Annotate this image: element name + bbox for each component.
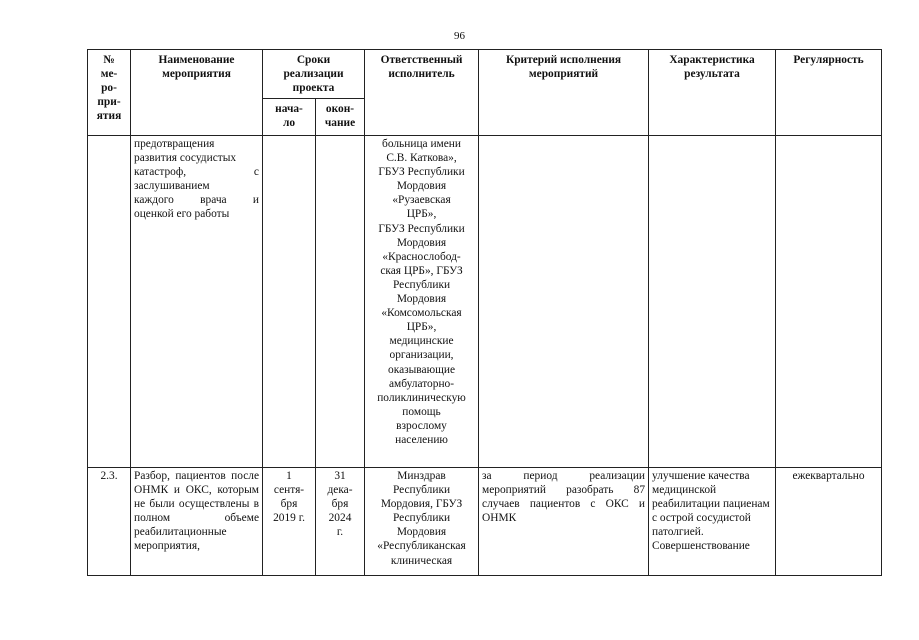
page-number: 96 [454, 30, 465, 42]
header-regularity: Регулярность [776, 50, 882, 136]
header-terms: Сроки реализации проекта [263, 50, 365, 99]
events-table [87, 49, 882, 576]
event-name: Разбор, пациентов после ОНМК и ОКС, которым не были осуществлены в полном объеме реабилитационные мероприятия, [131, 468, 263, 576]
table-row [88, 136, 882, 468]
table-row [88, 468, 882, 576]
header-start: нача- ло [263, 99, 316, 136]
header-name: Наименование мероприятия [131, 50, 263, 136]
regularity: ежеквартально [776, 468, 882, 576]
responsible-executor: Минздрав Республики Мордовия, ГБУЗ Республики Мордовия «Республиканская клиническая [365, 468, 479, 576]
start-date [263, 136, 316, 468]
criterion: за период реализации мероприятий разобрать 87 случаев пациентов с ОКС и ОНМК [479, 468, 649, 576]
result-characteristic: улучшение качества медицинской реабилитации пациенам с острой сосудистой патолгией. Совершенствование [649, 468, 776, 576]
result-characteristic [649, 136, 776, 468]
header-result: Характеристика результата [649, 50, 776, 136]
row-num [88, 136, 131, 468]
header-num: № ме- ро- при- ятия [88, 50, 131, 136]
regularity [776, 136, 882, 468]
header-end: окон- чание [316, 99, 365, 136]
header-criterion: Критерий исполнения мероприятий [479, 50, 649, 136]
event-name: предотвращения развития сосудистых катастроф, с заслушиванием каждого врача и оценкой его работы [131, 136, 263, 468]
end-date: 31 дека- бря 2024 г. [316, 468, 365, 576]
responsible-executor: больница имени С.В. Каткова», ГБУЗ Республики Мордовия «Рузаевская ЦРБ», ГБУЗ Республики Мордовия «Краснослобод- ская ЦРБ», ГБУЗ Республики Мордовия «Комсомольская ЦРБ», медицинские организации, оказывающие амбулаторно- поликлиническую помощь взрослому населению [365, 136, 479, 468]
end-date [316, 136, 365, 468]
start-date: 1 сентя- бря 2019 г. [263, 468, 316, 576]
criterion [479, 136, 649, 468]
header-responsible: Ответственный исполнитель [365, 50, 479, 136]
row-num: 2.3. [88, 468, 131, 576]
